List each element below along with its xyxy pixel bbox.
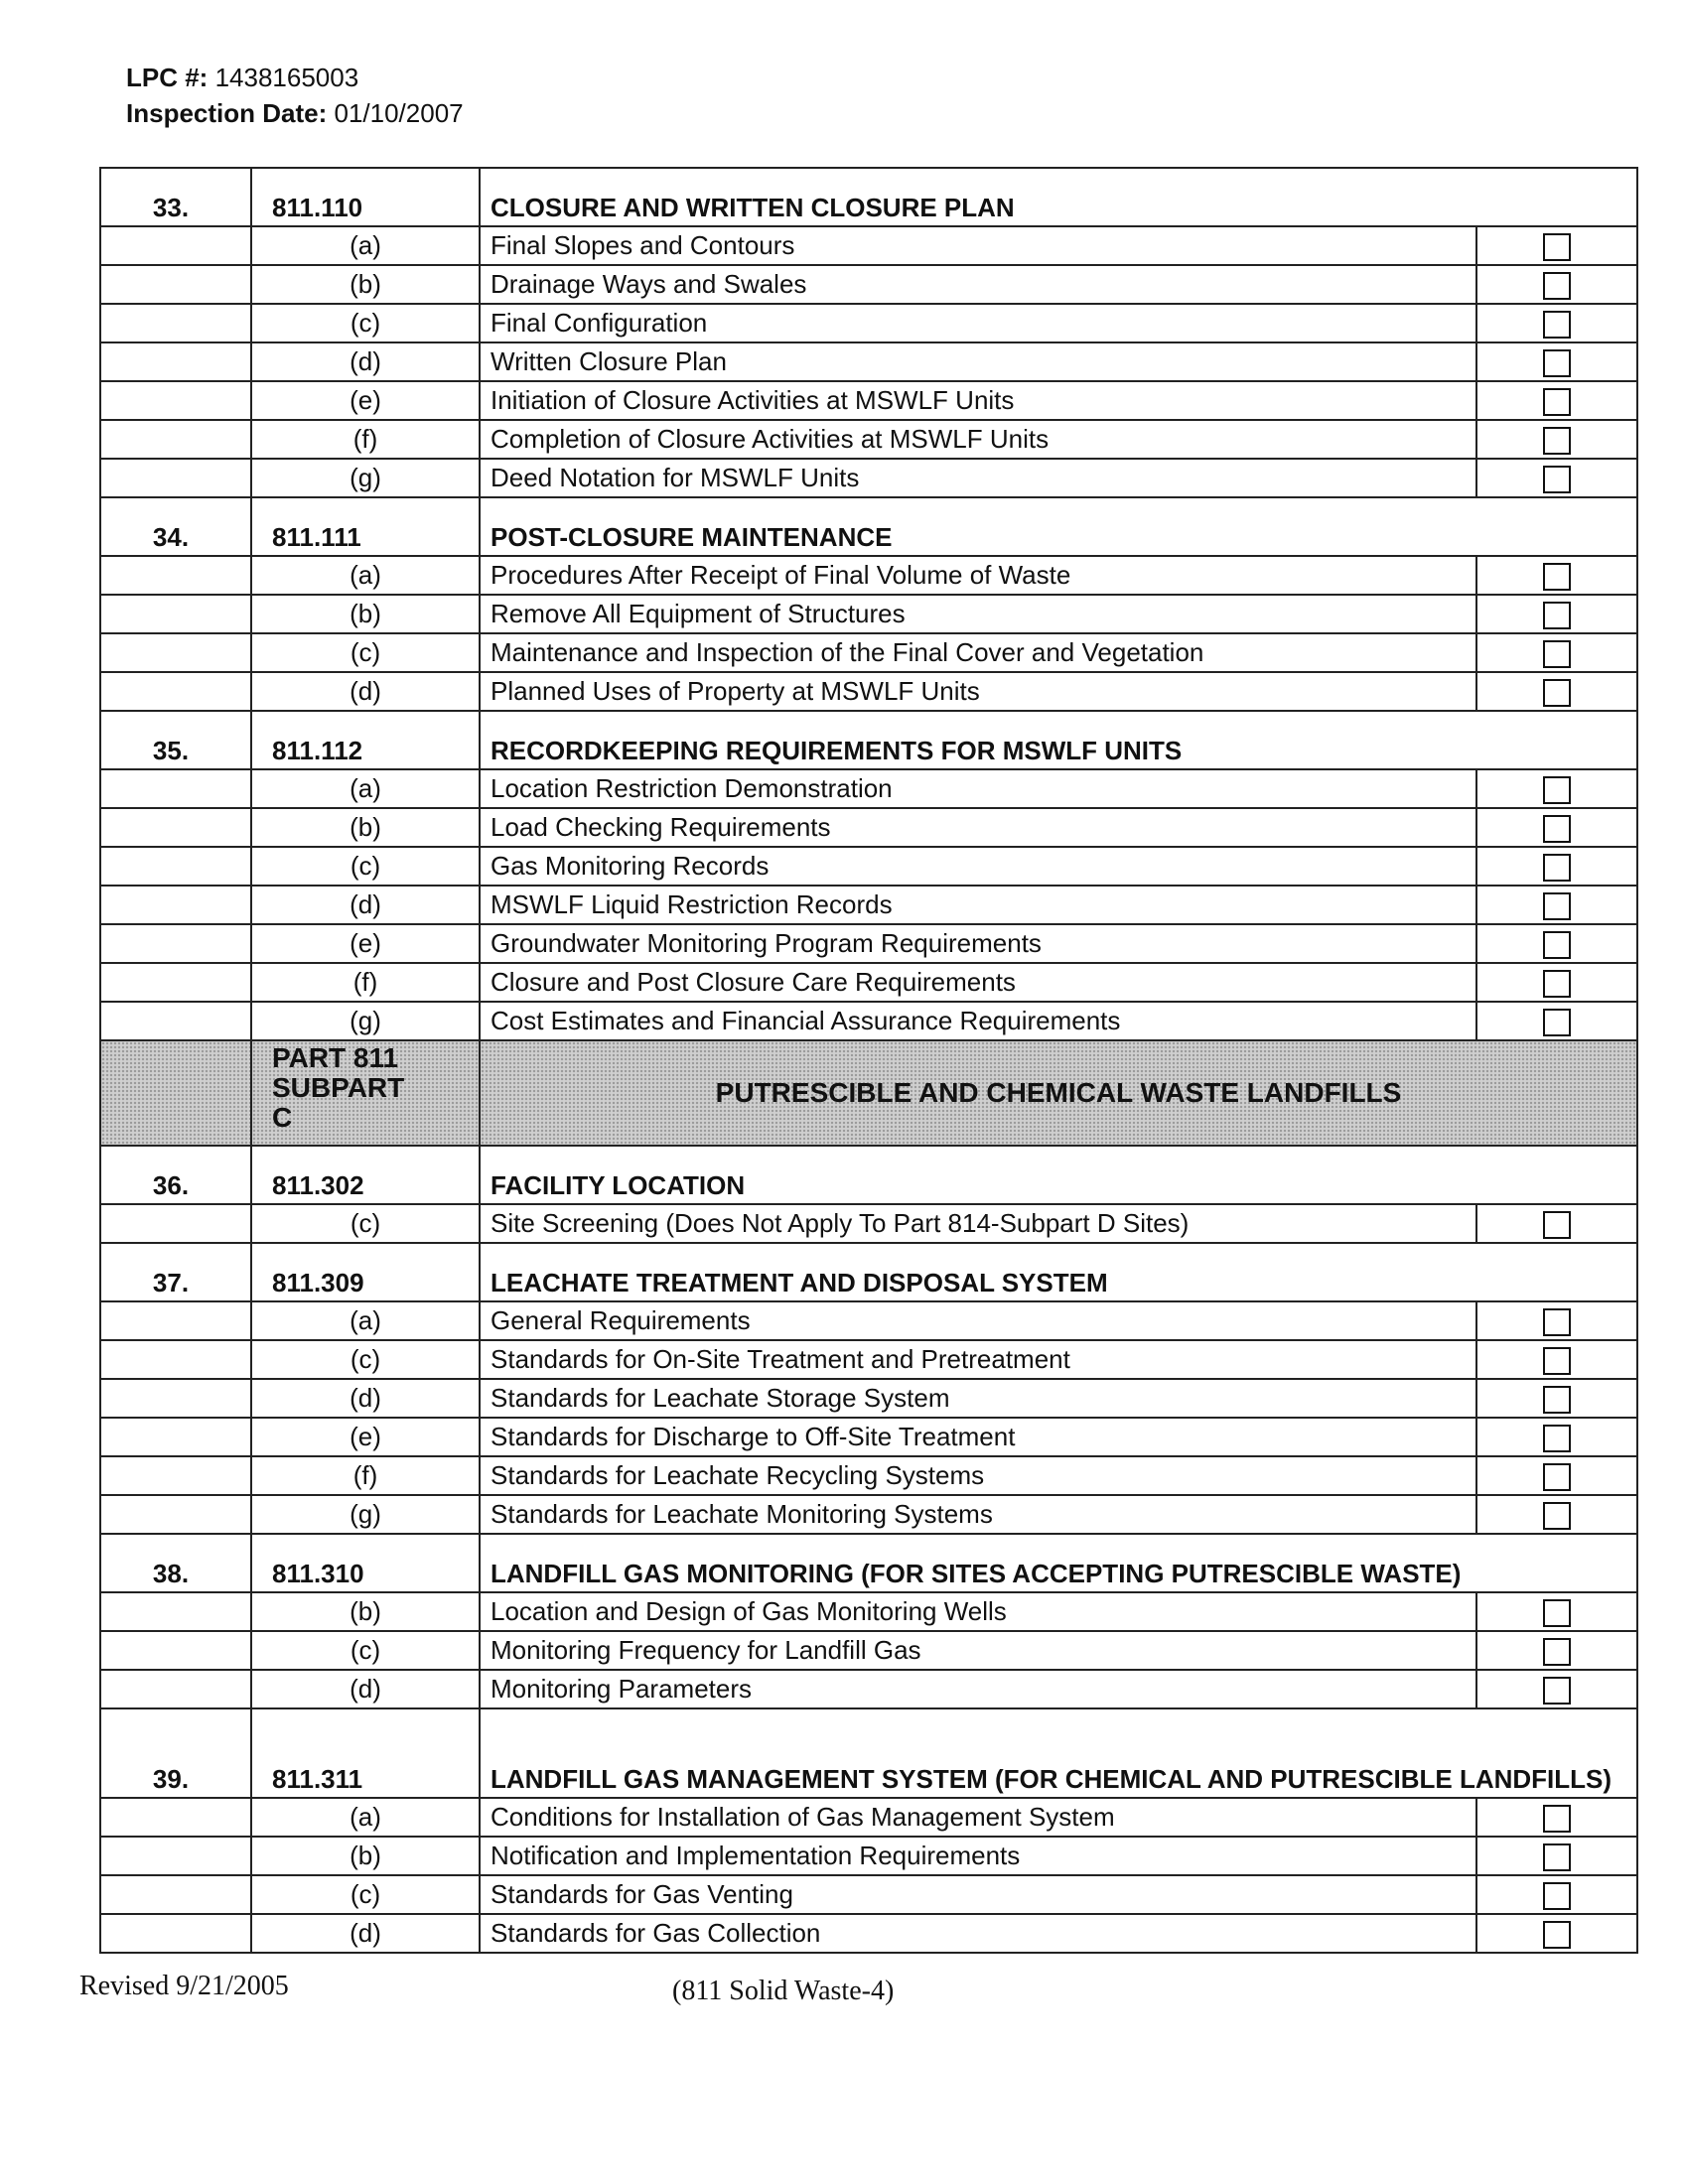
inspection-date-line xyxy=(126,95,464,131)
item-blank-cell xyxy=(100,1301,251,1340)
item-checkbox[interactable] xyxy=(1543,1308,1571,1336)
checklist-item-row xyxy=(100,672,1637,711)
item-description: Final Slopes and Contours xyxy=(480,226,1476,265)
item-subsection: (e) xyxy=(251,1418,480,1456)
part-banner-row xyxy=(100,1040,1637,1146)
item-subsection: (b) xyxy=(251,1837,480,1875)
item-description: Standards for Gas Collection xyxy=(480,1914,1476,1953)
item-blank-cell xyxy=(100,226,251,265)
item-checkbox-cell xyxy=(1476,1204,1637,1243)
item-checkbox-cell xyxy=(1476,1914,1637,1953)
section-title: CLOSURE AND WRITTEN CLOSURE PLAN xyxy=(480,168,1637,226)
section-header-row xyxy=(100,1243,1637,1301)
item-blank-cell xyxy=(100,963,251,1002)
checklist-item-row xyxy=(100,886,1637,924)
checklist-item-row xyxy=(100,1340,1637,1379)
item-checkbox[interactable] xyxy=(1543,815,1571,843)
item-checkbox[interactable] xyxy=(1543,1386,1571,1414)
item-checkbox-cell xyxy=(1476,1631,1637,1670)
item-blank-cell xyxy=(100,342,251,381)
checklist-item-row xyxy=(100,1631,1637,1670)
item-description: Location Restriction Demonstration xyxy=(480,769,1476,808)
item-description: Maintenance and Inspection of the Final Cover and Vegetation xyxy=(480,633,1476,672)
item-description: Monitoring Frequency for Landfill Gas xyxy=(480,1631,1476,1670)
item-description: Standards for Leachate Recycling Systems xyxy=(480,1456,1476,1495)
item-blank-cell xyxy=(100,1914,251,1953)
item-subsection: (c) xyxy=(251,633,480,672)
item-description: Standards for On-Site Treatment and Pretreatment xyxy=(480,1340,1476,1379)
item-checkbox-cell xyxy=(1476,1456,1637,1495)
item-subsection: (d) xyxy=(251,672,480,711)
item-blank-cell xyxy=(100,556,251,595)
item-subsection: (f) xyxy=(251,1456,480,1495)
lpc-line xyxy=(126,60,464,95)
checklist-item-row xyxy=(100,769,1637,808)
section-number: 39. xyxy=(100,1708,251,1798)
item-blank-cell xyxy=(100,886,251,924)
item-description: Standards for Gas Venting xyxy=(480,1875,1476,1914)
item-subsection: (c) xyxy=(251,304,480,342)
checklist-item-row xyxy=(100,1798,1637,1837)
item-checkbox[interactable] xyxy=(1543,563,1571,591)
item-description: Planned Uses of Property at MSWLF Units xyxy=(480,672,1476,711)
item-description: Load Checking Requirements xyxy=(480,808,1476,847)
inspection-checklist-table xyxy=(99,167,1638,1954)
item-checkbox-cell xyxy=(1476,1592,1637,1631)
checklist-item-row xyxy=(100,1495,1637,1534)
item-description: Initiation of Closure Activities at MSWLF Units xyxy=(480,381,1476,420)
part-label xyxy=(251,1040,480,1146)
item-checkbox[interactable] xyxy=(1543,1463,1571,1491)
item-checkbox[interactable] xyxy=(1543,640,1571,668)
item-checkbox[interactable] xyxy=(1543,1638,1571,1666)
item-blank-cell xyxy=(100,924,251,963)
item-description: Procedures After Receipt of Final Volume of Waste xyxy=(480,556,1476,595)
item-subsection: (c) xyxy=(251,1204,480,1243)
item-subsection: (d) xyxy=(251,1379,480,1418)
item-subsection: (e) xyxy=(251,381,480,420)
section-header-row xyxy=(100,1534,1637,1592)
item-blank-cell xyxy=(100,633,251,672)
section-number: 37. xyxy=(100,1243,251,1301)
section-header-row xyxy=(100,1146,1637,1204)
checklist-item-row xyxy=(100,459,1637,497)
item-description: MSWLF Liquid Restriction Records xyxy=(480,886,1476,924)
item-subsection: (b) xyxy=(251,1592,480,1631)
section-regulation: 811.111 xyxy=(251,497,480,556)
checklist-item-row xyxy=(100,924,1637,963)
item-checkbox-cell xyxy=(1476,459,1637,497)
item-description: Deed Notation for MSWLF Units xyxy=(480,459,1476,497)
item-checkbox[interactable] xyxy=(1543,1921,1571,1949)
item-blank-cell xyxy=(100,769,251,808)
section-regulation: 811.110 xyxy=(251,168,480,226)
checklist-item-row xyxy=(100,304,1637,342)
item-checkbox[interactable] xyxy=(1543,970,1571,998)
section-number: 38. xyxy=(100,1534,251,1592)
item-checkbox-cell xyxy=(1476,924,1637,963)
item-description: Standards for Leachate Monitoring Systems xyxy=(480,1495,1476,1534)
part-label-line2: SUBPART xyxy=(272,1072,405,1103)
item-checkbox[interactable] xyxy=(1543,272,1571,300)
section-header-row xyxy=(100,497,1637,556)
item-blank-cell xyxy=(100,1631,251,1670)
item-checkbox-cell xyxy=(1476,265,1637,304)
item-checkbox-cell xyxy=(1476,304,1637,342)
revised-date: Revised 9/21/2005 xyxy=(79,1971,289,2001)
item-subsection: (d) xyxy=(251,342,480,381)
section-title: LEACHATE TREATMENT AND DISPOSAL SYSTEM xyxy=(480,1243,1637,1301)
item-blank-cell xyxy=(100,1456,251,1495)
item-subsection: (c) xyxy=(251,1875,480,1914)
item-checkbox[interactable] xyxy=(1543,1502,1571,1530)
checklist-item-row xyxy=(100,595,1637,633)
item-description: Closure and Post Closure Care Requirements xyxy=(480,963,1476,1002)
lpc-value: 1438165003 xyxy=(214,63,359,92)
item-checkbox[interactable] xyxy=(1543,466,1571,493)
checklist-item-row xyxy=(100,808,1637,847)
section-title: RECORDKEEPING REQUIREMENTS FOR MSWLF UNITS xyxy=(480,711,1637,769)
item-checkbox[interactable] xyxy=(1543,1425,1571,1452)
item-subsection: (f) xyxy=(251,963,480,1002)
section-regulation: 811.112 xyxy=(251,711,480,769)
section-regulation: 811.311 xyxy=(251,1708,480,1798)
item-blank-cell xyxy=(100,1379,251,1418)
section-title: FACILITY LOCATION xyxy=(480,1146,1637,1204)
checklist-item-row xyxy=(100,1418,1637,1456)
item-subsection: (a) xyxy=(251,556,480,595)
item-blank-cell xyxy=(100,1875,251,1914)
item-checkbox-cell xyxy=(1476,672,1637,711)
part-label-line3: C xyxy=(272,1102,293,1133)
item-subsection: (d) xyxy=(251,886,480,924)
item-checkbox[interactable] xyxy=(1543,427,1571,455)
item-checkbox[interactable] xyxy=(1543,1009,1571,1036)
item-checkbox[interactable] xyxy=(1543,1805,1571,1833)
checklist-item-row xyxy=(100,381,1637,420)
item-checkbox[interactable] xyxy=(1543,1882,1571,1910)
page-number: (811 Solid Waste-4) xyxy=(672,1976,895,2006)
section-number: 33. xyxy=(100,168,251,226)
checklist-body-subpart-b xyxy=(100,168,1637,1040)
item-subsection: (g) xyxy=(251,459,480,497)
item-checkbox[interactable] xyxy=(1543,1843,1571,1871)
item-checkbox-cell xyxy=(1476,342,1637,381)
item-checkbox-cell xyxy=(1476,595,1637,633)
item-checkbox-cell xyxy=(1476,1798,1637,1837)
item-checkbox[interactable] xyxy=(1543,776,1571,804)
item-subsection: (a) xyxy=(251,769,480,808)
section-title: LANDFILL GAS MANAGEMENT SYSTEM (FOR CHEMICAL AND PUTRESCIBLE LANDFILLS) xyxy=(480,1708,1637,1798)
item-checkbox-cell xyxy=(1476,963,1637,1002)
section-number: 34. xyxy=(100,497,251,556)
item-blank-cell xyxy=(100,1837,251,1875)
item-subsection: (d) xyxy=(251,1670,480,1708)
item-description: Drainage Ways and Swales xyxy=(480,265,1476,304)
item-subsection: (e) xyxy=(251,924,480,963)
item-checkbox[interactable] xyxy=(1543,931,1571,959)
checklist-item-row xyxy=(100,633,1637,672)
item-checkbox-cell xyxy=(1476,886,1637,924)
item-subsection: (a) xyxy=(251,226,480,265)
item-checkbox-cell xyxy=(1476,1002,1637,1040)
checklist-item-row xyxy=(100,265,1637,304)
item-blank-cell xyxy=(100,847,251,886)
document-header xyxy=(126,60,464,131)
item-description: Groundwater Monitoring Program Requirements xyxy=(480,924,1476,963)
item-blank-cell xyxy=(100,1418,251,1456)
item-checkbox[interactable] xyxy=(1543,233,1571,261)
item-blank-cell xyxy=(100,1340,251,1379)
section-number: 36. xyxy=(100,1146,251,1204)
checklist-item-row xyxy=(100,556,1637,595)
item-description: Notification and Implementation Requirements xyxy=(480,1837,1476,1875)
item-description: Site Screening (Does Not Apply To Part 814-Subpart D Sites) xyxy=(480,1204,1476,1243)
item-description: Conditions for Installation of Gas Management System xyxy=(480,1798,1476,1837)
item-checkbox[interactable] xyxy=(1543,1211,1571,1239)
item-subsection: (c) xyxy=(251,1631,480,1670)
section-number: 35. xyxy=(100,711,251,769)
item-checkbox-cell xyxy=(1476,769,1637,808)
item-description: Gas Monitoring Records xyxy=(480,847,1476,886)
item-description: Completion of Closure Activities at MSWLF Units xyxy=(480,420,1476,459)
item-checkbox-cell xyxy=(1476,1379,1637,1418)
item-checkbox[interactable] xyxy=(1543,854,1571,882)
checklist-body-subpart-c xyxy=(100,1146,1637,1953)
item-blank-cell xyxy=(100,808,251,847)
item-checkbox-cell xyxy=(1476,1418,1637,1456)
inspection-date-label: Inspection Date: xyxy=(126,98,328,128)
item-checkbox-cell xyxy=(1476,633,1637,672)
checklist-item-row xyxy=(100,1204,1637,1243)
item-subsection: (c) xyxy=(251,847,480,886)
item-blank-cell xyxy=(100,420,251,459)
item-blank-cell xyxy=(100,1670,251,1708)
part-banner-blank xyxy=(100,1040,251,1146)
item-checkbox-cell xyxy=(1476,1670,1637,1708)
checklist-item-row xyxy=(100,1875,1637,1914)
checklist-item-row xyxy=(100,1914,1637,1953)
checklist-item-row xyxy=(100,1670,1637,1708)
item-description: Standards for Leachate Storage System xyxy=(480,1379,1476,1418)
item-checkbox[interactable] xyxy=(1543,388,1571,416)
item-subsection: (a) xyxy=(251,1798,480,1837)
item-blank-cell xyxy=(100,1798,251,1837)
item-checkbox-cell xyxy=(1476,226,1637,265)
item-description: Cost Estimates and Financial Assurance Requirements xyxy=(480,1002,1476,1040)
item-subsection: (d) xyxy=(251,1914,480,1953)
item-subsection: (b) xyxy=(251,808,480,847)
item-description: General Requirements xyxy=(480,1301,1476,1340)
section-header-row xyxy=(100,711,1637,769)
item-blank-cell xyxy=(100,265,251,304)
item-description: Monitoring Parameters xyxy=(480,1670,1476,1708)
part-title: PUTRESCIBLE AND CHEMICAL WASTE LANDFILLS xyxy=(480,1040,1637,1146)
checklist-item-row xyxy=(100,1301,1637,1340)
item-description: Remove All Equipment of Structures xyxy=(480,595,1476,633)
item-description: Standards for Discharge to Off-Site Treatment xyxy=(480,1418,1476,1456)
item-checkbox-cell xyxy=(1476,556,1637,595)
item-blank-cell xyxy=(100,304,251,342)
checklist-item-row xyxy=(100,1837,1637,1875)
item-blank-cell xyxy=(100,1592,251,1631)
item-checkbox[interactable] xyxy=(1543,602,1571,629)
section-regulation: 811.310 xyxy=(251,1534,480,1592)
item-blank-cell xyxy=(100,1204,251,1243)
checklist-item-row xyxy=(100,963,1637,1002)
item-checkbox[interactable] xyxy=(1543,311,1571,339)
section-header-row xyxy=(100,168,1637,226)
section-header-row xyxy=(100,1708,1637,1798)
item-checkbox-cell xyxy=(1476,1495,1637,1534)
item-checkbox-cell xyxy=(1476,1837,1637,1875)
item-subsection: (g) xyxy=(251,1002,480,1040)
item-checkbox[interactable] xyxy=(1543,892,1571,920)
checklist-item-row xyxy=(100,1379,1637,1418)
item-blank-cell xyxy=(100,595,251,633)
item-checkbox-cell xyxy=(1476,1875,1637,1914)
checklist-item-row xyxy=(100,1456,1637,1495)
item-checkbox-cell xyxy=(1476,847,1637,886)
item-description: Written Closure Plan xyxy=(480,342,1476,381)
item-blank-cell xyxy=(100,381,251,420)
item-subsection: (c) xyxy=(251,1340,480,1379)
checklist-item-row xyxy=(100,226,1637,265)
checklist-item-row xyxy=(100,420,1637,459)
part-label-line1: PART 811 xyxy=(272,1042,399,1073)
section-regulation: 811.309 xyxy=(251,1243,480,1301)
item-subsection: (b) xyxy=(251,595,480,633)
checklist-item-row xyxy=(100,1002,1637,1040)
lpc-label: LPC #: xyxy=(126,63,209,92)
item-checkbox[interactable] xyxy=(1543,1347,1571,1375)
section-regulation: 811.302 xyxy=(251,1146,480,1204)
section-title: POST-CLOSURE MAINTENANCE xyxy=(480,497,1637,556)
item-checkbox[interactable] xyxy=(1543,1677,1571,1705)
item-subsection: (b) xyxy=(251,265,480,304)
item-blank-cell xyxy=(100,459,251,497)
item-checkbox-cell xyxy=(1476,420,1637,459)
item-description: Final Configuration xyxy=(480,304,1476,342)
item-checkbox-cell xyxy=(1476,808,1637,847)
item-subsection: (a) xyxy=(251,1301,480,1340)
item-blank-cell xyxy=(100,1495,251,1534)
item-description: Location and Design of Gas Monitoring Wells xyxy=(480,1592,1476,1631)
item-checkbox[interactable] xyxy=(1543,349,1571,377)
checklist-item-row xyxy=(100,1592,1637,1631)
section-title: LANDFILL GAS MONITORING (FOR SITES ACCEPTING PUTRESCIBLE WASTE) xyxy=(480,1534,1637,1592)
checklist-item-row xyxy=(100,847,1637,886)
inspection-date-value: 01/10/2007 xyxy=(334,98,464,128)
item-checkbox[interactable] xyxy=(1543,1599,1571,1627)
item-blank-cell xyxy=(100,1002,251,1040)
item-checkbox-cell xyxy=(1476,1340,1637,1379)
item-blank-cell xyxy=(100,672,251,711)
item-checkbox-cell xyxy=(1476,1301,1637,1340)
part-banner-body xyxy=(100,1040,1637,1146)
item-subsection: (g) xyxy=(251,1495,480,1534)
checklist-item-row xyxy=(100,342,1637,381)
item-checkbox-cell xyxy=(1476,381,1637,420)
item-checkbox[interactable] xyxy=(1543,679,1571,707)
item-subsection: (f) xyxy=(251,420,480,459)
